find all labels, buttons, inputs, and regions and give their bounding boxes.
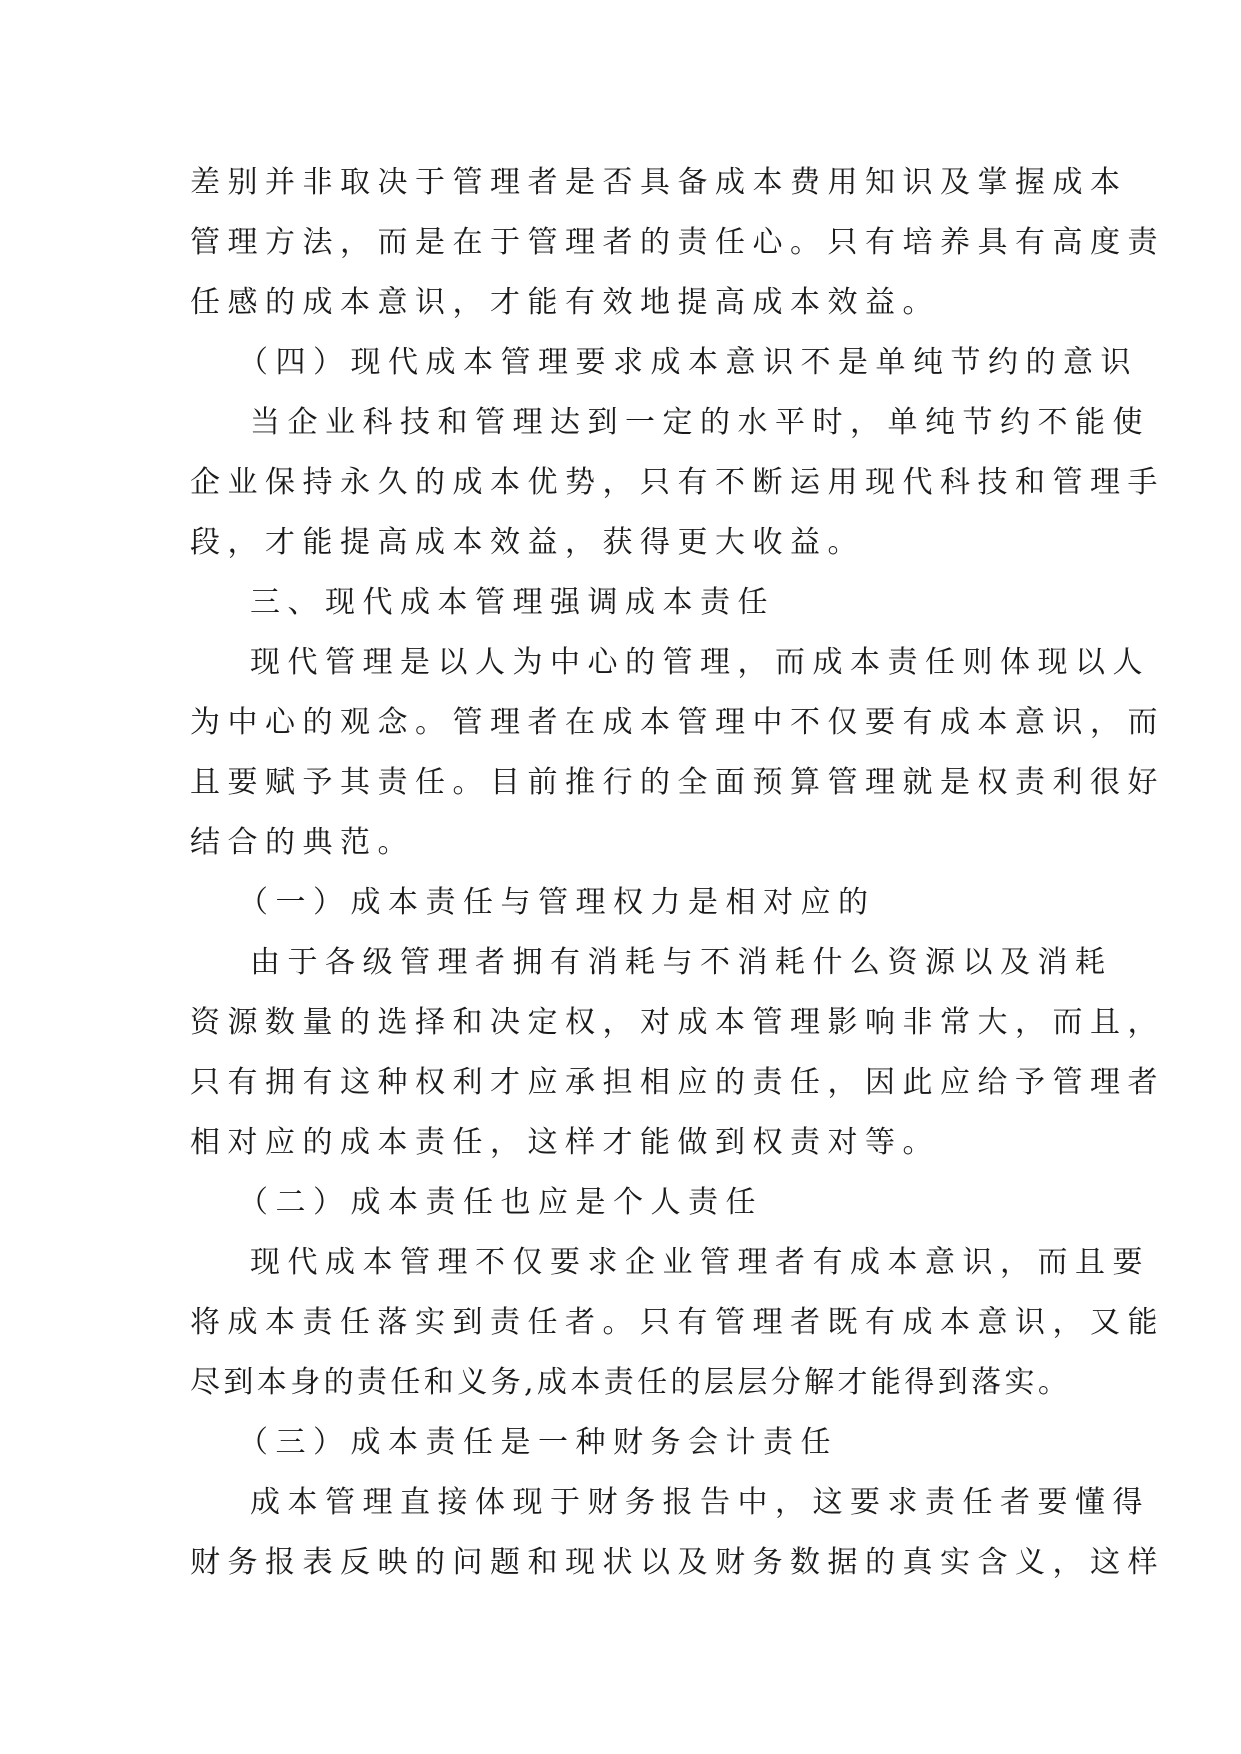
section-heading: 三、现代成本管理强调成本责任 — [250, 585, 775, 620]
section-heading: （二）成本责任也应是个人责任 — [238, 1185, 763, 1220]
text-line: 结合的典范。 — [190, 825, 415, 860]
text-line: 尽到本身的责任和义务,成本责任的层层分解才能得到落实。 — [190, 1365, 1072, 1400]
text-line: 差别并非取决于管理者是否具备成本费用知识及掌握成本 — [190, 165, 1128, 200]
text-line: 现代管理是以人为中心的管理，而成本责任则体现以人 — [250, 645, 1150, 680]
text-line: 为中心的观念。管理者在成本管理中不仅要有成本意识，而 — [190, 705, 1165, 740]
document-page — [190, 153, 1165, 1593]
text-line: 现代成本管理不仅要求企业管理者有成本意识，而且要 — [250, 1245, 1150, 1280]
text-line: 资源数量的选择和决定权，对成本管理影响非常大，而且， — [190, 1005, 1165, 1040]
text-line: 将成本责任落实到责任者。只有管理者既有成本意识，又能 — [190, 1305, 1165, 1340]
text-line: 管理方法，而是在于管理者的责任心。只有培养具有高度责 — [190, 225, 1165, 260]
text-line: 且要赋予其责任。目前推行的全面预算管理就是权责利很好 — [190, 765, 1165, 800]
text-line: 相对应的成本责任，这样才能做到权责对等。 — [190, 1125, 940, 1160]
text-line: 任感的成本意识，才能有效地提高成本效益。 — [190, 285, 940, 320]
text-line: 段，才能提高成本效益，获得更大收益。 — [190, 525, 865, 560]
text-line: 只有拥有这种权利才应承担相应的责任，因此应给予管理者 — [190, 1065, 1165, 1100]
section-heading: （三）成本责任是一种财务会计责任 — [238, 1425, 838, 1460]
text-line: 成本管理直接体现于财务报告中，这要求责任者要懂得 — [250, 1485, 1150, 1520]
text-line: 企业保持永久的成本优势，只有不断运用现代科技和管理手 — [190, 465, 1165, 500]
section-heading: （一）成本责任与管理权力是相对应的 — [238, 885, 876, 920]
text-line: 财务报表反映的问题和现状以及财务数据的真实含义，这样 — [190, 1545, 1165, 1580]
text-line: 当企业科技和管理达到一定的水平时，单纯节约不能使 — [250, 405, 1150, 440]
section-heading: （四）现代成本管理要求成本意识不是单纯节约的意识 — [238, 345, 1138, 380]
text-line: 由于各级管理者拥有消耗与不消耗什么资源以及消耗 — [250, 945, 1113, 980]
